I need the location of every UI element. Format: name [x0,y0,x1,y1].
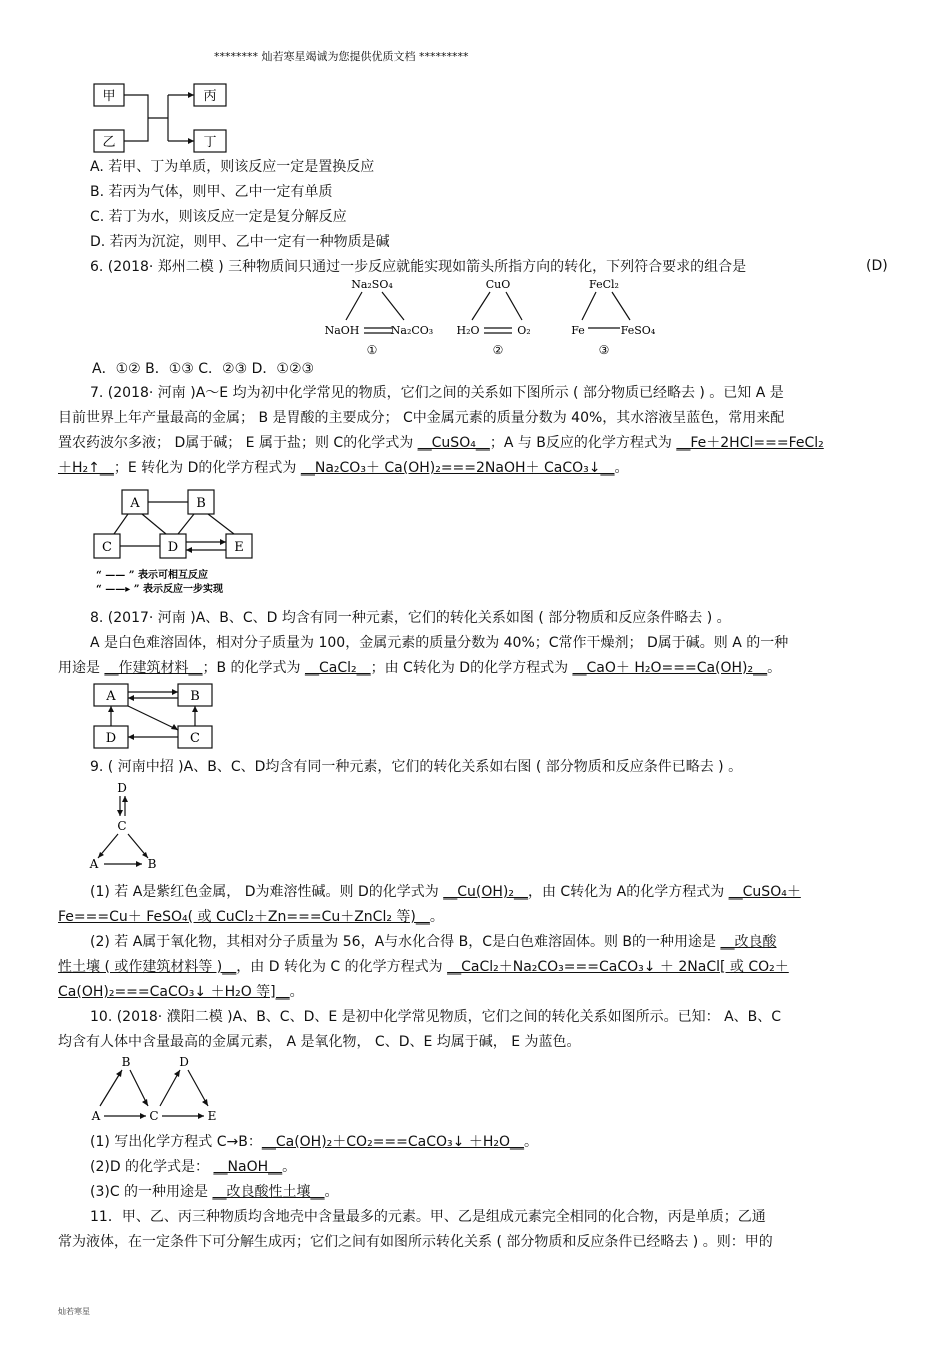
svg-text:NaOH: NaOH [324,324,360,337]
q5-option-b: B. 若丙为气体，则甲、乙中一定有单质 [90,184,333,200]
q8-diagram [90,680,220,752]
svg-text:D: D [117,781,127,795]
q9-answer-4a: __CaCl₂＋Na₂CO₃===CaCO₃↓ ＋ 2NaCl[ 或 CO₂＋ [447,959,789,975]
svg-text:D: D [167,540,179,555]
q10-line-2: 均含有人体中含量最高的金属元素， A 是氧化物， C、D、E 均属于碱， E 为蓝色。 [58,1034,581,1050]
q5-option-a: A. 若甲、丁为单质，则该反应一定是置换反应 [90,159,375,175]
q7-line-2: 目前世界上年产量最高的金属； B 是胃酸的主要成分； C中金属元素的质量分数为 40%，其水溶液呈蓝色，常用来配 [58,410,785,426]
svg-text:B: B [121,1055,131,1069]
q5-option-d: D. 若丙为沉淀，则甲、乙中一定有一种物质是碱 [90,234,390,250]
svg-text:Na₂CO₃: Na₂CO₃ [390,324,434,337]
node-yi: 乙 [102,135,116,150]
svg-text:C: C [117,819,127,833]
q9-answer-2a: __CuSO₄＋ [728,884,801,900]
q6-group-3 [571,278,656,357]
svg-text:C: C [102,540,112,555]
page-footer: 灿若寒星 [58,1307,90,1316]
q9-part-2: (2) 若 A属于氧化物，其相对分子质量为 56，A与水化合得 B，C是白色难溶固体。则 B的一种用途是 __改良酸 [90,934,777,950]
q9-part-1: (1) 若 A是紫红色金属， D为难溶性碱。则 D的化学式为 __Cu(OH)₂__，由 C转化为 A的化学方程式为 __CuSO₄＋ [90,884,801,900]
svg-text:FeCl₂: FeCl₂ [589,278,619,291]
q11-line-1: 11．甲、乙、丙三种物质均含地壳中含量最多的元素。甲、乙是组成元素完全相同的化合物，丙是单质；乙通 [90,1209,766,1225]
q10-part-1: (1) 写出化学方程式 C→B：__Ca(OH)₂＋CO₂===CaCO₃↓ ＋H₂O__。 [90,1134,538,1150]
q11-line-2: 常为液体，在一定条件下可分解生成丙；它们之间有如图所示转化关系 ( 部分物质和反应条件已经略去 ) 。则：甲的 [58,1234,773,1250]
q8-line-2: A 是白色难溶固体，相对分子质量为 100，金属元素的质量分数为 40%；C常作干燥剂； D属于碱。则 A 的一种 [90,635,789,651]
q6-text: 6. (2018· 郑州二模 ) 三种物质间只通过一步反应就能实现如箭头所指方向的转化，下列符合要求的组合是 [90,259,747,275]
q6-options: A．①② B．①③ C．②③ D．①②③ [92,361,315,377]
q6-group-1 [325,278,434,357]
svg-text:D: D [105,731,117,746]
svg-text:A: A [91,1109,101,1123]
q9-part-2-end: Ca(OH)₂===CaCO₃↓ ＋H₂O 等]__。 [58,984,304,1000]
q8-answer-1: __作建筑材料__ [104,660,203,676]
svg-text:Fe: Fe [571,324,585,337]
svg-text:B: B [147,857,157,871]
q9-answer-3b: 性土壤 ( 或作建筑材料等 )__ [58,959,237,975]
q5-option-c: C. 若丁为水，则该反应一定是复分解反应 [90,209,347,225]
node-ding: 丁 [203,135,217,150]
q10-part-2: (2)D 的化学式是： __NaOH__。 [90,1159,297,1175]
q10-answer-3: __改良酸性土壤__ [212,1184,325,1200]
svg-text:A: A [89,857,99,871]
svg-text:A: A [130,496,140,511]
q7-legend-1: “ —— ” 表示可相互反应 [96,570,208,581]
q7-line-1: 7. (2018· 河南 )A～E 均为初中化学常见的物质，它们之间的关系如下图所示 ( 部分物质已经略去 ) 。已知 A 是 [90,385,784,401]
q7-line-4: ＋H₂↑__；E 转化为 D的化学方程式为 __Na₂CO₃＋ Ca(OH)₂===2NaOH＋ CaCO₃↓__。 [58,460,629,476]
svg-text:B: B [190,689,200,704]
svg-text:C: C [190,731,200,746]
q7-legend-2: “ ——▸ ” 表示反应一步实现 [96,584,223,595]
q7-answer-3: __Na₂CO₃＋ Ca(OH)₂===2NaOH＋ CaCO₃↓__ [300,460,615,476]
q9-line-1: 9. ( 河南中招 )A、B、C、D均含有同一种元素，它们的转化关系如右图 ( 部分物质和反应条件已略去 ) 。 [90,759,743,775]
svg-text:H₂O: H₂O [456,324,480,337]
svg-text:E: E [234,540,244,555]
node-jia: 甲 [102,89,116,104]
q7-answer-2a: __Fe＋2HCl===FeCl₂ [676,435,824,451]
q10-answer-2: __NaOH__ [213,1159,283,1175]
svg-text:C: C [149,1109,159,1123]
q9-part-1-cont: Fe===Cu＋ FeSO₄( 或 CuCl₂＋Zn===Cu＋ZnCl₂ 等)__。 [58,909,444,925]
svg-text:E: E [207,1109,217,1123]
svg-text:A: A [106,689,116,704]
q9-diagram [86,778,166,874]
svg-text:③: ③ [598,343,610,357]
q8-answer-3: __CaO＋ H₂O===Ca(OH)₂__ [572,660,768,676]
q7-line-3: 置农药波尔多液； D属于碱； E 属于盐；则 C的化学式为 __CuSO₄__；A 与 B反应的化学方程式为 __Fe＋2HCl===FeCl₂ [58,435,824,451]
svg-text:②: ② [492,343,504,357]
q9-answer-4b: Ca(OH)₂===CaCO₃↓ ＋H₂O 等]__ [58,984,290,1000]
q9-answer-1: __Cu(OH)₂__ [443,884,528,900]
q8-line-1: 8. (2017· 河南 )A、B、C、D 均含有同一种元素，它们的转化关系如图 ( 部分物质和反应条件略去 ) 。 [90,610,731,626]
reaction-diagram-1 [90,78,240,158]
page-header: ******** 灿若寒星竭诚为您提供优质文档 ********* [214,50,469,63]
node-bing: 丙 [203,89,217,104]
q8-line-3: 用途是 __作建筑材料__；B 的化学式为 __CaCl₂__；由 C转化为 D的化学方程式为 __CaO＋ H₂O===Ca(OH)₂__。 [58,660,782,676]
svg-text:Na₂SO₄: Na₂SO₄ [351,278,393,291]
svg-text:B: B [196,496,206,511]
svg-text:D: D [179,1055,189,1069]
q7-diagram [92,486,262,598]
svg-text:CuO: CuO [485,278,511,291]
q8-answer-2: __CaCl₂__ [304,660,371,676]
svg-text:①: ① [366,343,378,357]
q6-answer: (D) [866,258,888,274]
q7-answer-2b: ＋H₂↑__ [58,460,114,476]
q9-answer-3a: __改良酸 [720,934,777,950]
q9-part-2-cont: 性土壤 ( 或作建筑材料等 )__，由 D 转化为 C 的化学方程式为 __CaCl₂＋Na₂CO₃===CaCO₃↓ ＋ 2NaCl[ 或 CO₂＋ [58,959,789,975]
q10-line-1: 10. (2018· 濮阳二模 )A、B、C、D、E 是初中化学常见物质，它们之间的转化关系如图所示。已知： A、B、C [90,1009,782,1025]
svg-text:FeSO₄: FeSO₄ [620,324,656,337]
q10-answer-1: __Ca(OH)₂＋CO₂===CaCO₃↓ ＋H₂O__ [261,1134,524,1150]
q10-part-3: (3)C 的一种用途是 __改良酸性土壤__。 [90,1184,339,1200]
q6-group-2 [456,278,530,357]
q9-answer-2b: Fe===Cu＋ FeSO₄( 或 CuCl₂＋Zn===Cu＋ZnCl₂ 等)__ [58,909,430,925]
q10-diagram [88,1052,228,1124]
svg-text:O₂: O₂ [517,324,531,337]
q6-diagrams [318,276,668,360]
q7-answer-1: __CuSO₄__ [417,435,490,451]
